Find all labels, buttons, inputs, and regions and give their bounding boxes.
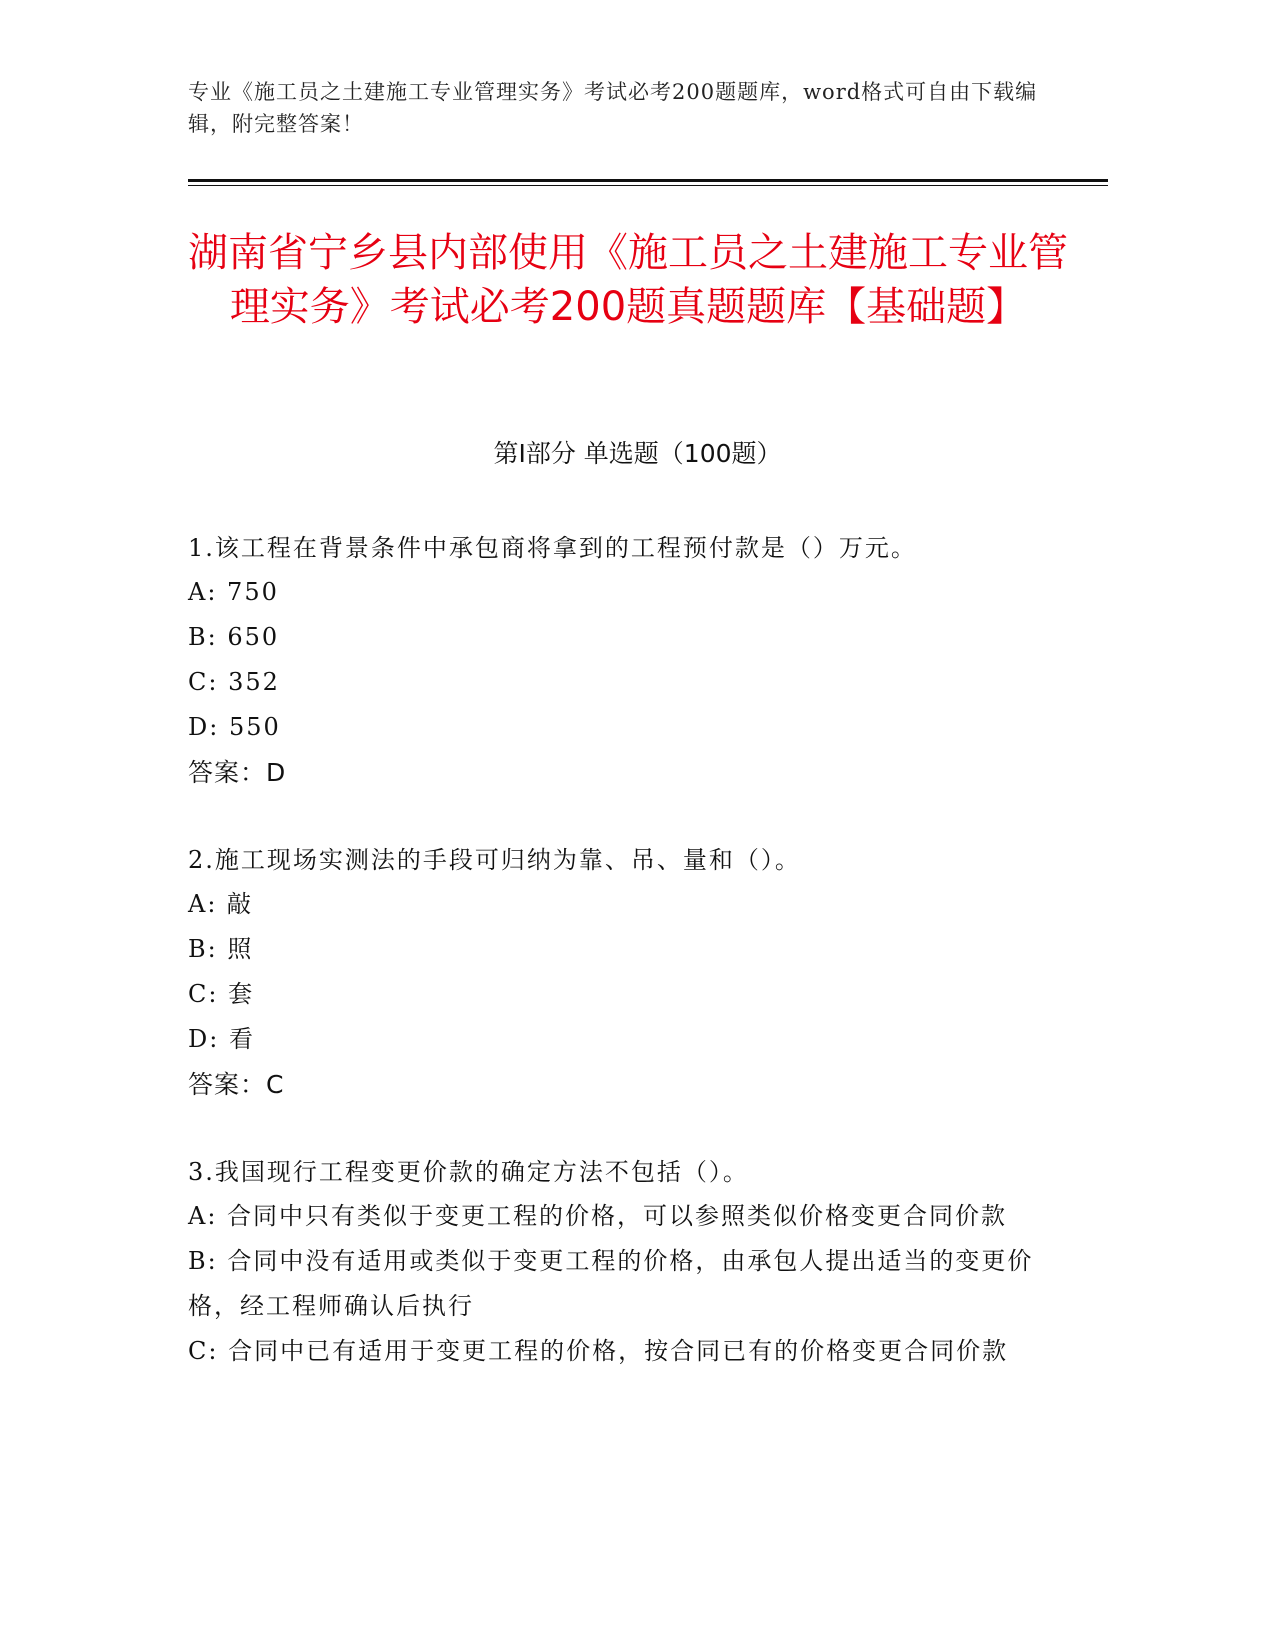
option-c: C: 套 [188, 980, 255, 1008]
document-title: 湖南省宁乡县内部使用《施工员之土建施工专业管理实务》考试必考200题真题题库【基础题】 [188, 230, 1068, 330]
option-d: D: 看 [188, 1025, 255, 1053]
question-3 [188, 1150, 1068, 1374]
question-stem: 2.施工现场实测法的手段可归纳为靠、吊、量和（）。 [188, 846, 801, 874]
question-stem: 3.我国现行工程变更价款的确定方法不包括（）。 [188, 1158, 749, 1186]
header-divider-thin [188, 185, 1108, 186]
option-c: C: 合同中已有适用于变更工程的价格，按合同已有的价格变更合同价款 [188, 1337, 1009, 1365]
answer: 答案：D [188, 758, 287, 787]
question-stem: 1.该工程在背景条件中承包商将拿到的工程预付款是（）万元。 [188, 534, 917, 562]
question-2 [188, 838, 1068, 1108]
question-1 [188, 526, 1068, 796]
option-a: A: 敲 [188, 890, 254, 918]
header-divider-thick [188, 179, 1108, 182]
option-a: A: 合同中只有类似于变更工程的价格，可以参照类似价格变更合同价款 [188, 1202, 1008, 1230]
option-d: D: 550 [188, 713, 281, 741]
option-b: B: 合同中没有适用或类似于变更工程的价格，由承包人提出适当的变更价格，经工程师确认后执行 [188, 1247, 1034, 1320]
answer: 答案：C [188, 1070, 285, 1099]
option-b: B: 650 [188, 623, 280, 651]
option-b: B: 照 [188, 935, 254, 963]
option-c: C: 352 [188, 668, 280, 696]
section-heading: 第I部分 单选题（100题） [493, 439, 782, 468]
option-a: A: 750 [188, 578, 279, 606]
header-note: 专业《施工员之土建施工专业管理实务》考试必考200题题库，word格式可自由下载编辑，附完整答案！ [188, 80, 1038, 136]
